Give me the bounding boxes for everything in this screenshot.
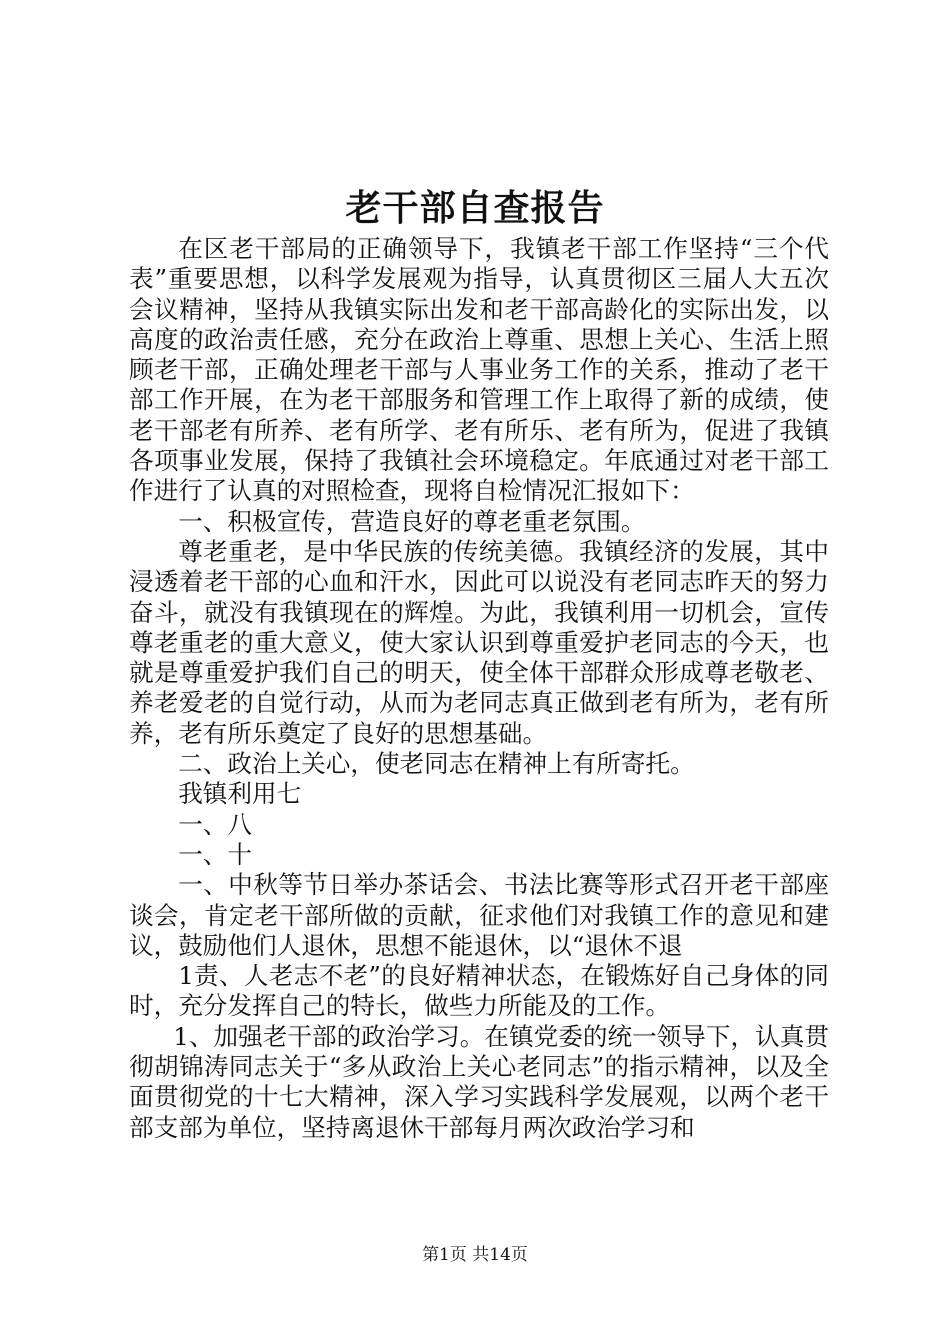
document-title: 老干部自查报告 xyxy=(345,187,605,229)
section-heading-1: 一、积极宣传，营造良好的尊老重老氛围。 xyxy=(178,506,646,536)
paragraph-section-2-cont: 1责、人老志不老”的良好精神状态，在锻炼好自己身体的同时，充分发挥自己的特长，做些力所能及的工作。 xyxy=(129,961,829,1021)
page-footer: 第1页 共14页 xyxy=(422,1245,528,1265)
section-heading-2: 二、政治上关心，使老同志在精神上有所寄托。 xyxy=(178,749,695,779)
paragraph-fragment-3: 一、十 xyxy=(178,839,252,869)
paragraph-fragment-1: 我镇利用七 xyxy=(178,779,302,809)
paragraph-section-2: 一、中秋等节日举办茶话会、书法比赛等形式召开老干部座谈会，肯定老干部所做的贡献，征求他们对我镇工作的意见和建议，鼓励他们人退休，思想不能退休，以“退休不退 xyxy=(129,870,829,960)
document-body xyxy=(129,234,829,1143)
paragraph-fragment-2: 一、八 xyxy=(178,809,252,839)
paragraph-intro: 在区老干部局的正确领导下，我镇老干部工作坚持“三个代表”重要思想，以科学发展观为指导，认真贯彻区三届人大五次会议精神，坚持从我镇实际出发和老干部高龄化的实际出发，以高度的政治责任感，充分在政治上尊重、思想上关心、生活上照顾老干部，正确处理老干部与人事业务工作的关系，推动了老干部工作开展，在为老干部服务和管理工作上取得了新的成绩，使老干部老有所养、老有所学、老有所乐、老有所为，促进了我镇各项事业发展，保持了我镇社会环境稳定。年底通过对老干部工作进行了认真的对照检查，现将自检情况汇报如下： xyxy=(129,234,829,506)
paragraph-item-1: 1、加强老干部的政治学习。在镇党委的统一领导下，认真贯彻胡锦涛同志关于“多从政治上关心老同志”的指示精神，以及全面贯彻党的十七大精神，深入学习实践科学发展观，以两个老干部支部为单位，坚持离退休干部每月两次政治学习和 xyxy=(129,1021,829,1142)
paragraph-section-1: 尊老重老，是中华民族的传统美德。我镇经济的发展，其中浸透着老干部的心血和汗水，因此可以说没有老同志昨天的努力奋斗，就没有我镇现在的辉煌。为此，我镇利用一切机会，宣传尊老重老的重大意义，使大家认识到尊重爱护老同志的今天，也就是尊重爱护我们自己的明天，使全体干部群众形成尊老敬老、养老爱老的自觉行动，从而为老同志真正做到老有所为，老有所养，老有所乐奠定了良好的思想基础。 xyxy=(129,536,829,748)
